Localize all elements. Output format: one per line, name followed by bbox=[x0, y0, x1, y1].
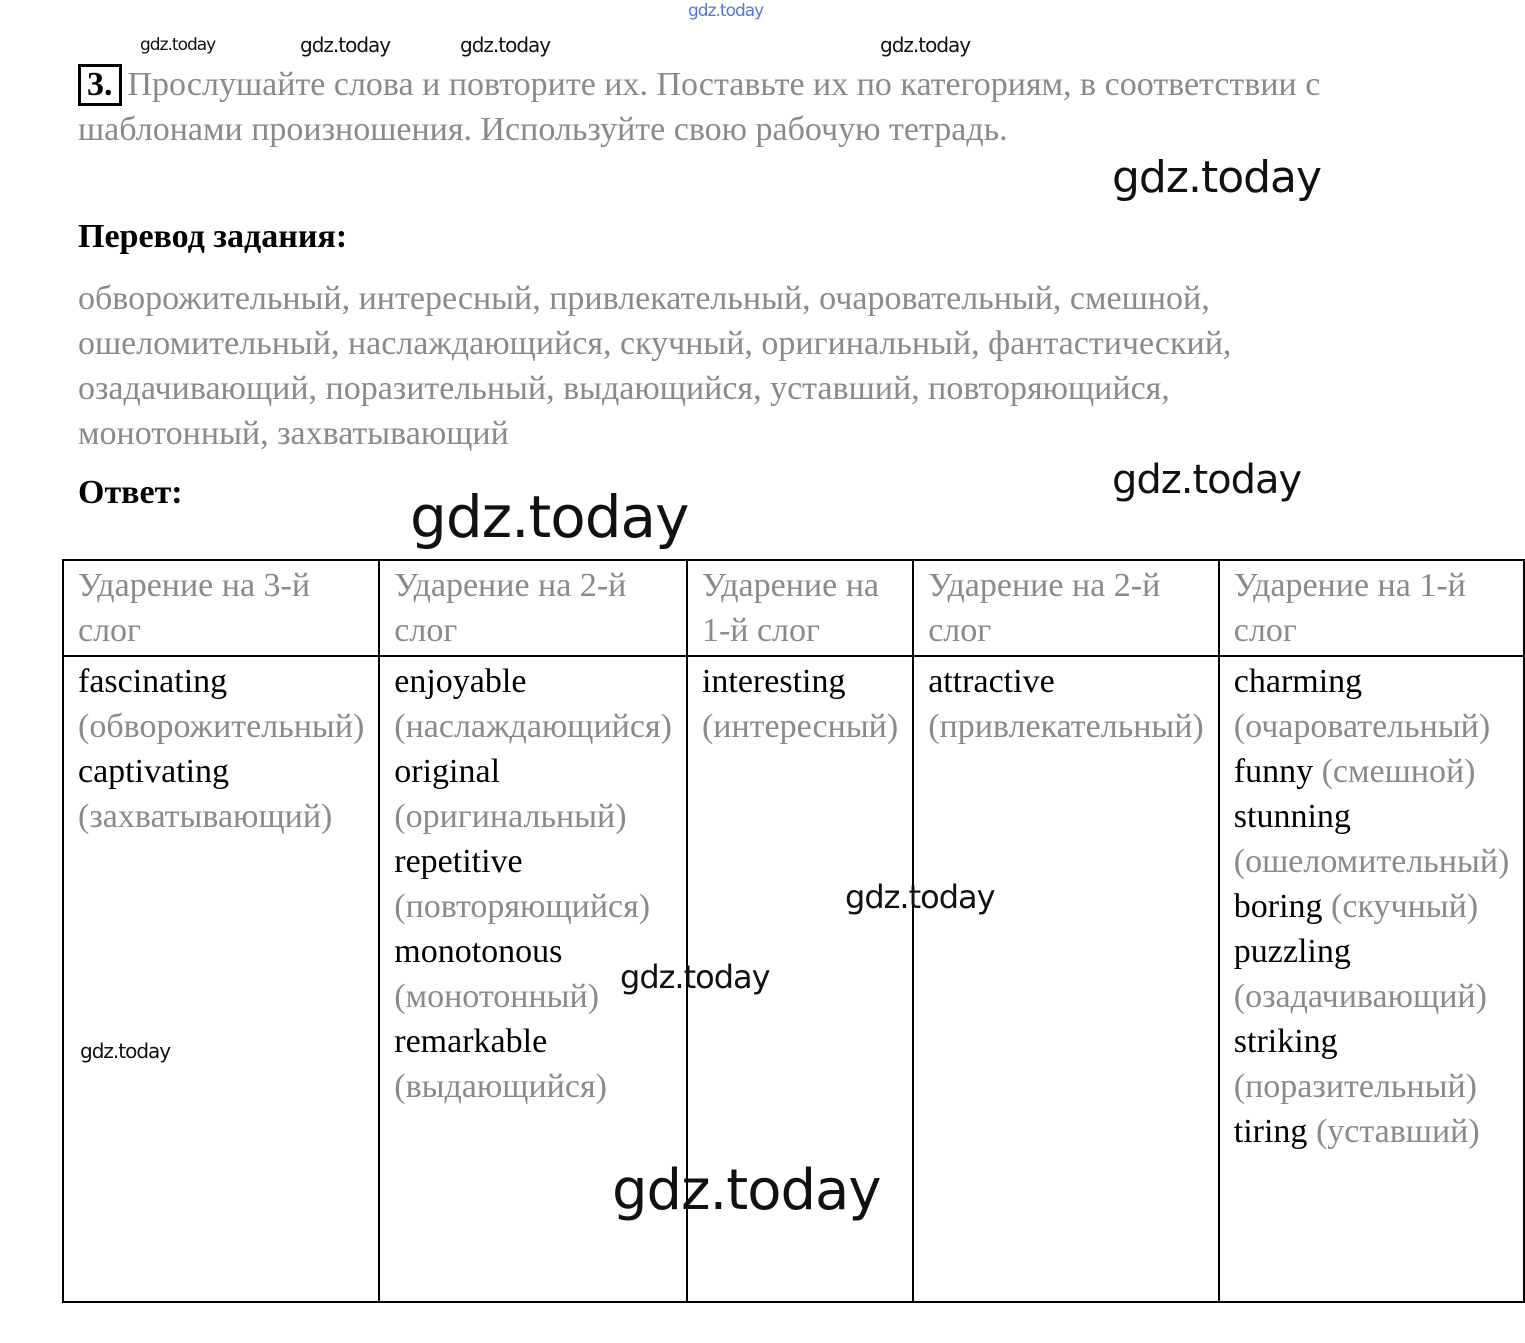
watermark: gdz.today bbox=[300, 33, 391, 57]
watermark: gdz.today bbox=[140, 35, 216, 55]
word-entry bbox=[1234, 1109, 1510, 1154]
word-entry bbox=[1234, 884, 1510, 929]
russian-translation: (озадачивающий) bbox=[1233, 978, 1487, 1015]
task-text: Прослушайте слова и повторите их. Поставьте их по категориям, в соответствии с шаблонами произношения. Используйте свою рабочую тетрадь. bbox=[78, 66, 1321, 148]
column-cell bbox=[63, 656, 379, 1302]
english-word: enjoyable bbox=[394, 663, 527, 700]
word-entry bbox=[394, 749, 672, 839]
english-word: original bbox=[394, 753, 501, 790]
watermark: gdz.today bbox=[80, 1039, 171, 1063]
task bbox=[78, 62, 1378, 152]
english-word: charming bbox=[1233, 663, 1363, 700]
russian-translation: (выдающийся) bbox=[394, 1068, 607, 1105]
word-entry bbox=[1234, 794, 1510, 884]
word-entry bbox=[1234, 659, 1510, 749]
english-word: repetitive bbox=[394, 843, 523, 880]
russian-translation: (ошеломительный) bbox=[1233, 843, 1510, 880]
translation-text: обворожительный, интересный, привлекательный, очаровательный, смешной, ошеломительный, наслаждающийся, скучный, оригинальный, фантастический, озадачивающий, поразительный, выдающийся, уставший, повторяющийся, монотонный, захватывающий bbox=[78, 280, 1232, 452]
column-header: Ударение на 2-й слог bbox=[913, 560, 1219, 656]
word-entry bbox=[394, 839, 672, 929]
english-word: monotonous bbox=[394, 933, 563, 970]
russian-translation: (привлекательный) bbox=[928, 708, 1204, 745]
translation-heading: Перевод задания: bbox=[78, 218, 348, 255]
english-word: tiring bbox=[1233, 1113, 1308, 1150]
word-entry bbox=[78, 749, 364, 839]
russian-translation: (обворожительный) bbox=[78, 708, 365, 745]
task-number: 3. bbox=[78, 64, 122, 106]
watermark: gdz.today bbox=[410, 483, 689, 551]
english-word: boring bbox=[1233, 888, 1323, 925]
russian-translation: (монотонный) bbox=[394, 978, 600, 1015]
russian-translation: (скучный) bbox=[1331, 888, 1479, 925]
russian-translation: (очаровательный) bbox=[1233, 708, 1491, 745]
watermark: gdz.today bbox=[688, 1, 764, 21]
russian-translation: (оригинальный) bbox=[394, 798, 627, 835]
english-word: fascinating bbox=[78, 663, 228, 700]
word-entry bbox=[702, 659, 898, 749]
watermark: gdz.today bbox=[880, 33, 971, 57]
english-word: puzzling bbox=[1233, 933, 1351, 970]
watermark: gdz.today bbox=[1112, 457, 1302, 503]
word-entry bbox=[394, 1019, 672, 1109]
russian-translation: (наслаждающийся) bbox=[394, 708, 672, 745]
column-header: Ударение на 2-й слог bbox=[379, 560, 687, 656]
english-word: stunning bbox=[1233, 798, 1351, 835]
russian-translation: (уставший) bbox=[1315, 1113, 1480, 1150]
english-word: captivating bbox=[78, 753, 230, 790]
watermark: gdz.today bbox=[620, 958, 770, 996]
answer-heading: Ответ: bbox=[78, 474, 183, 511]
russian-translation: (повторяющийся) bbox=[394, 888, 651, 925]
column-header: Ударение на 3-й слог bbox=[63, 560, 379, 656]
word-entry bbox=[1234, 1019, 1510, 1109]
russian-translation: (захватывающий) bbox=[78, 798, 333, 835]
word-entry bbox=[78, 659, 364, 749]
column-header: Ударение на 1-й слог bbox=[687, 560, 913, 656]
column-cell bbox=[913, 656, 1219, 1302]
russian-translation: (смешной) bbox=[1321, 753, 1476, 790]
english-word: striking bbox=[1233, 1023, 1338, 1060]
watermark: gdz.today bbox=[845, 878, 995, 916]
watermark: gdz.today bbox=[612, 1158, 881, 1223]
watermark: gdz.today bbox=[1112, 152, 1322, 203]
english-word: funny bbox=[1233, 753, 1314, 790]
english-word: attractive bbox=[928, 663, 1055, 700]
russian-translation: (интересный) bbox=[701, 708, 899, 745]
english-word: remarkable bbox=[394, 1023, 548, 1060]
word-entry bbox=[394, 659, 672, 749]
word-entry bbox=[1234, 749, 1510, 794]
english-word: interesting bbox=[701, 663, 846, 700]
watermark: gdz.today bbox=[460, 33, 551, 57]
column-header: Ударение на 1-й слог bbox=[1219, 560, 1525, 656]
russian-translation: (поразительный) bbox=[1233, 1068, 1477, 1105]
word-entry bbox=[1234, 929, 1510, 1019]
word-entry bbox=[928, 659, 1204, 749]
column-cell bbox=[1219, 656, 1525, 1302]
